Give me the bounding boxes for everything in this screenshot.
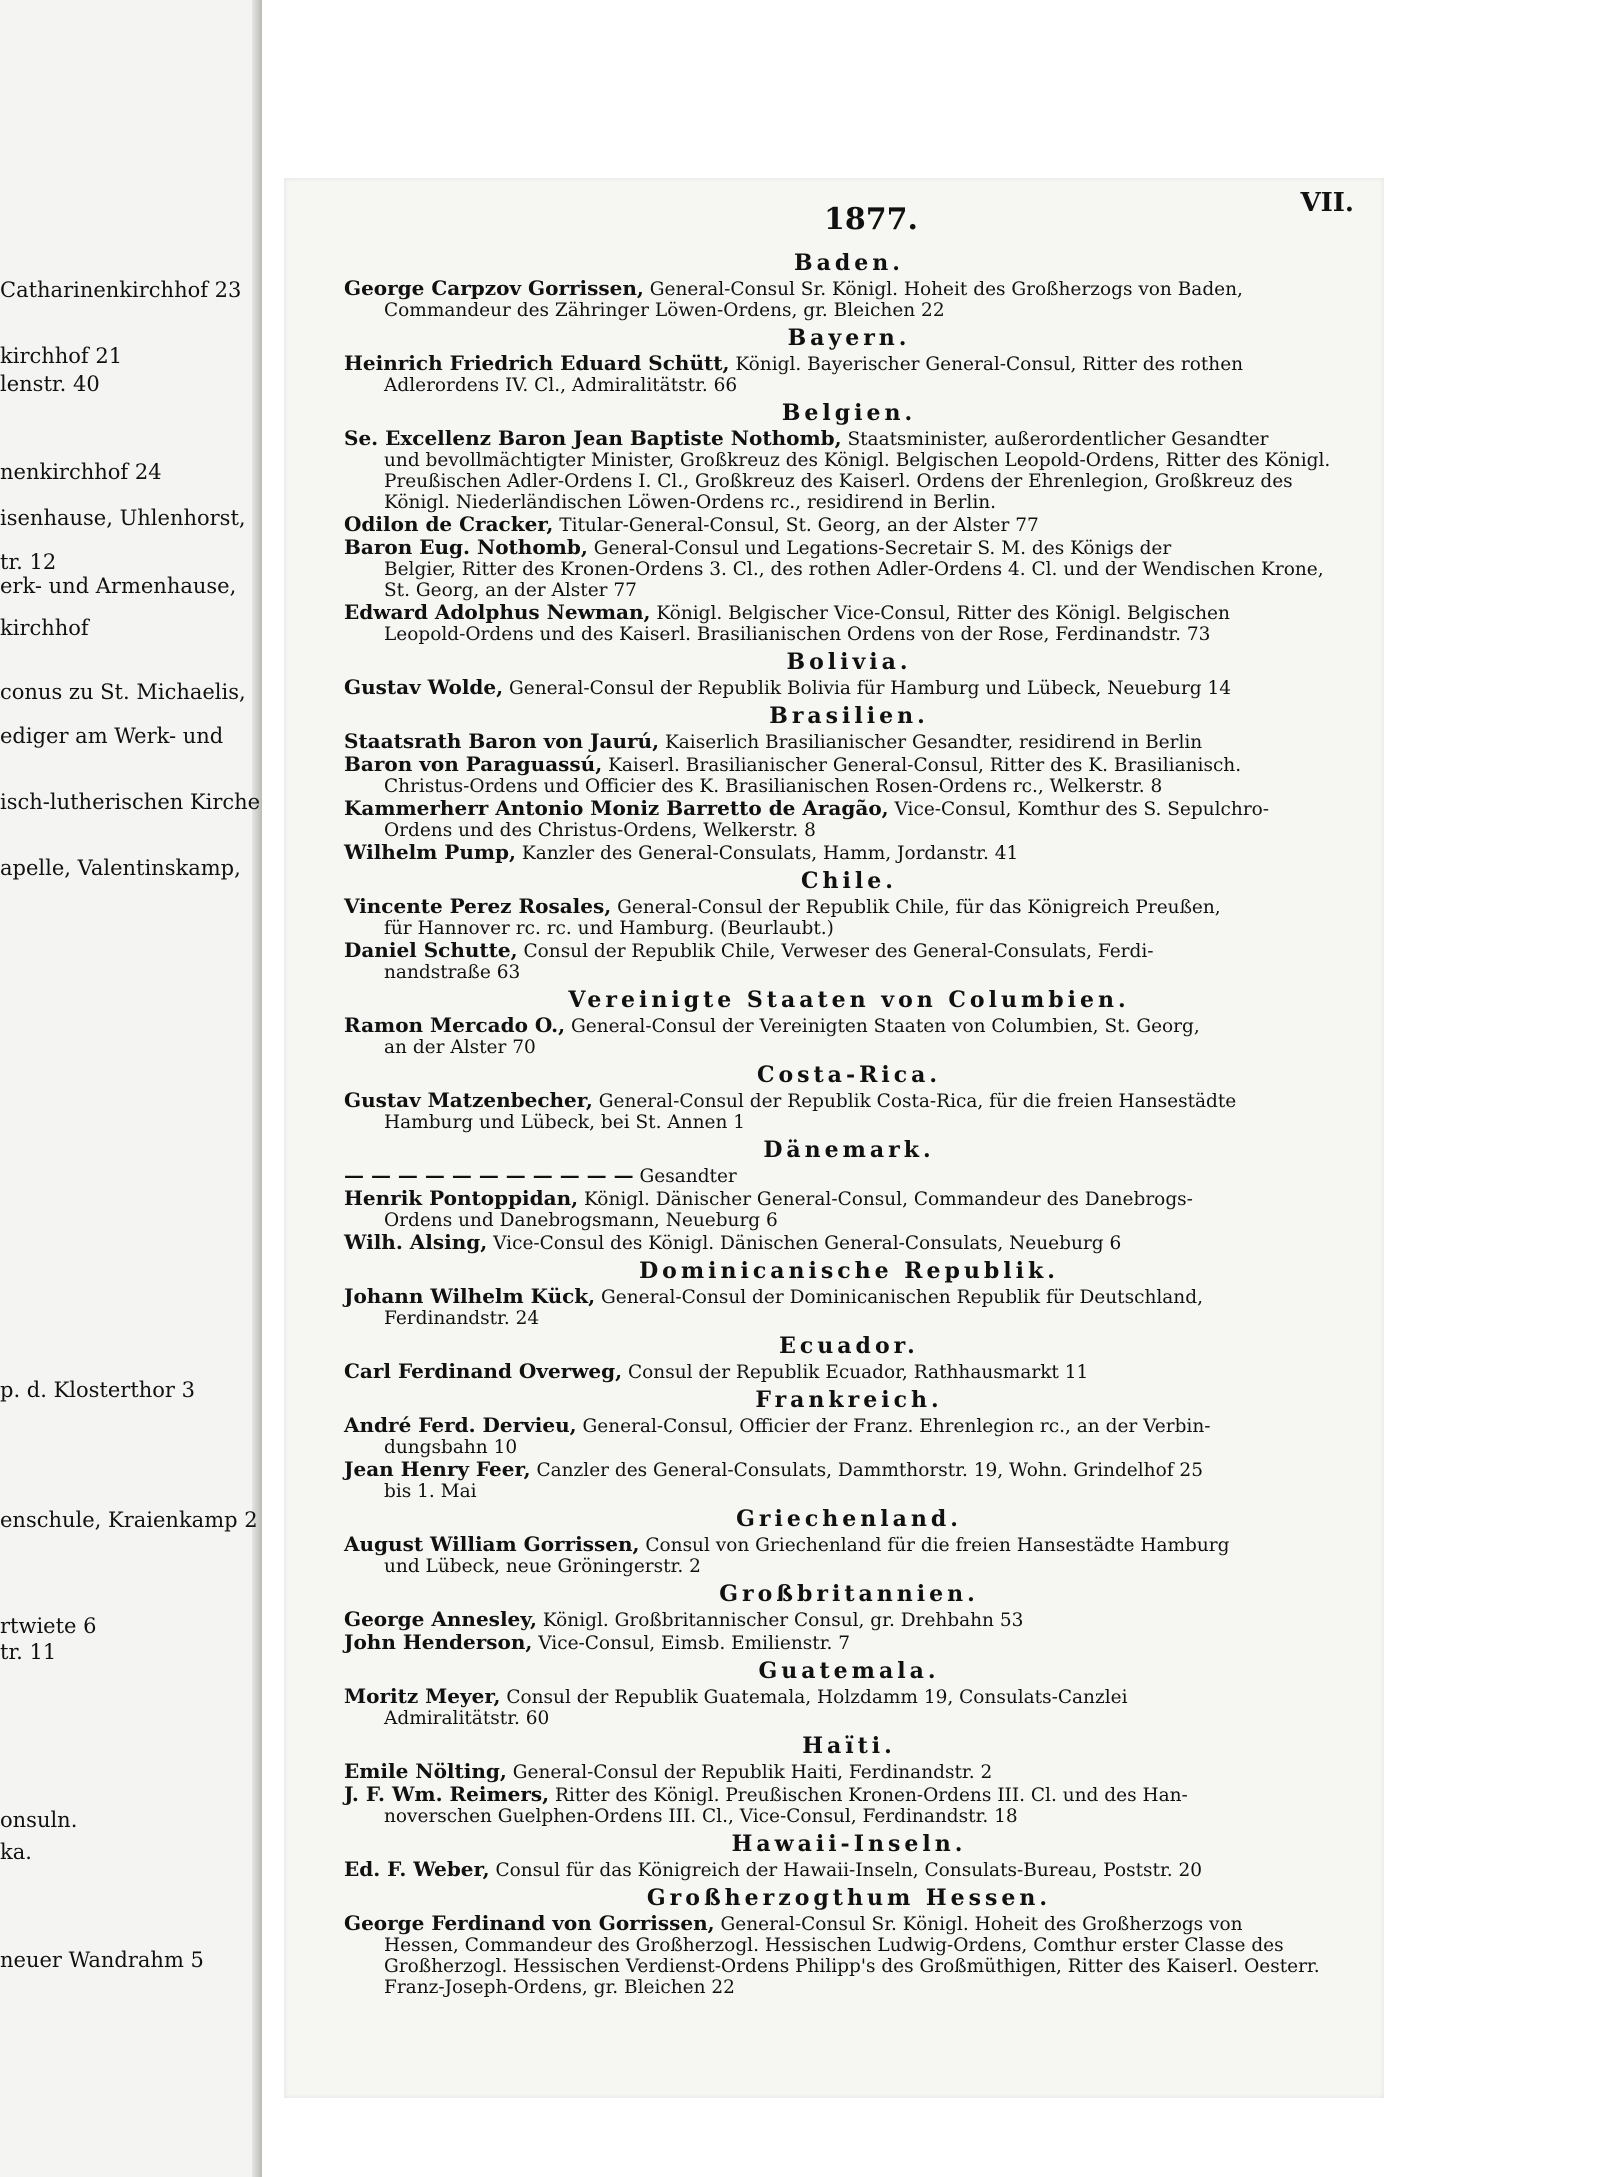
consul-details: Kanzler des General-Consulats, Hamm, Jordanstr. 41	[521, 843, 1019, 864]
consul-entry	[344, 514, 1354, 536]
consul-details: Ritter des Königl. Preußischen Kronen-Ordens III. Cl. und des Han-	[554, 1785, 1188, 1806]
consul-entry	[344, 1913, 1354, 1998]
consul-details: Königl. Belgischer Vice-Consul, Ritter des Königl. Belgischen	[656, 603, 1230, 624]
consul-details-continued: Admiralitätstr. 60	[384, 1708, 550, 1729]
consul-name: George Ferdinand von Gorrissen,	[344, 1911, 715, 1935]
consul-name: Daniel Schutte,	[344, 938, 518, 962]
consul-name: Baron Eug. Nothomb,	[344, 535, 588, 559]
consul-entry	[344, 1609, 1354, 1631]
consul-name: Kammerherr Antonio Moniz Barretto de Aragão,	[344, 796, 889, 820]
consul-entry	[344, 1361, 1354, 1383]
consul-entry	[344, 731, 1354, 753]
consul-details-continued: Ordens und des Christus-Ordens, Welkerstr. 8	[384, 820, 816, 841]
consul-entry	[344, 1015, 1354, 1058]
left-page-line: ka.	[0, 1840, 32, 1864]
country-heading: Baden.	[794, 250, 904, 276]
consul-entry	[344, 278, 1354, 321]
country-heading: Dominicanische Republik.	[639, 1258, 1059, 1284]
consul-details: Canzler des General-Consulats, Dammthorstr. 19, Wohn. Grindelhof 25	[536, 1460, 1203, 1481]
consul-details: Consul der Republik Chile, Verweser des General-Consulats, Ferdi-	[523, 941, 1154, 962]
country-heading: Vereinigte Staaten von Columbien.	[568, 987, 1130, 1013]
consul-name: Edward Adolphus Newman,	[344, 600, 651, 624]
country-heading: Frankreich.	[755, 1387, 943, 1413]
consul-details: Vice-Consul des Königl. Dänischen General-Consulats, Neueburg 6	[493, 1233, 1122, 1254]
right-page	[284, 178, 1384, 2098]
consul-name: Odilon de Cracker,	[344, 512, 554, 536]
consul-name: Gustav Wolde,	[344, 675, 504, 699]
country-heading: Dänemark.	[763, 1137, 935, 1163]
consul-details: General-Consul der Republik Bolivia für Hamburg und Lübeck, Neueburg 14	[509, 678, 1232, 699]
left-page-line: Catharinenkirchhof 23	[0, 278, 242, 302]
consul-entry	[344, 537, 1354, 601]
consul-entry	[344, 602, 1354, 645]
consul-details: General-Consul, Officier der Franz. Ehrenlegion rc., an der Verbin-	[582, 1416, 1211, 1437]
consul-entry	[344, 1632, 1354, 1654]
country-heading: Bayern.	[787, 325, 911, 351]
left-page-line: lenstr. 40	[0, 372, 100, 396]
left-page-line: neuer Wandrahm 5	[0, 1948, 204, 1972]
consul-details: Königl. Großbritannischer Consul, gr. Drehbahn 53	[542, 1610, 1024, 1631]
consul-details: Consul der Republik Guatemala, Holzdamm 19, Consulats-Canzlei	[506, 1687, 1128, 1708]
consul-name: Se. Excellenz Baron Jean Baptiste Nothomb,	[344, 426, 842, 450]
consul-details: General-Consul Sr. Königl. Hoheit des Großherzogs von	[720, 1914, 1243, 1935]
consul-details-continued: dungsbahn 10	[384, 1437, 518, 1458]
consul-entry	[344, 896, 1354, 939]
consul-details-continued: Ordens und Danebrogsmann, Neueburg 6	[384, 1210, 778, 1231]
consul-details-continued: Ferdinandstr. 24	[384, 1308, 540, 1329]
country-heading: Großherzogthum Hessen.	[646, 1885, 1052, 1911]
left-page-line: rtwiete 6	[0, 1614, 97, 1638]
consul-entry	[344, 353, 1354, 396]
country-heading: Griechenland.	[736, 1506, 962, 1532]
consul-entry	[344, 1232, 1354, 1254]
left-page-line: kirchhof 21	[0, 344, 123, 368]
consul-details-continued: Belgier, Ritter des Kronen-Ordens 3. Cl., des rothen Adler-Ordens 4. Cl. und der Wendischen Krone, St. Georg, an der Alster 77	[384, 559, 1324, 601]
consul-name: August William Gorrissen,	[344, 1532, 640, 1556]
consul-details: General-Consul und Legations-Secretair S. M. des Königs der	[593, 538, 1172, 559]
consul-name: Ramon Mercado O.,	[344, 1013, 566, 1037]
country-heading: Costa-Rica.	[756, 1062, 942, 1088]
consul-entry	[344, 842, 1354, 864]
consul-name: — — — — — — — — — — —	[344, 1163, 634, 1187]
consul-name: Henrik Pontoppidan,	[344, 1186, 579, 1210]
country-heading: Großbritannien.	[719, 1581, 979, 1607]
consul-details: Gesandter	[639, 1166, 737, 1187]
consul-details-continued: Adlerordens IV. Cl., Admiralitätstr. 66	[384, 375, 738, 396]
consul-directory	[344, 246, 1354, 1999]
consul-details: General-Consul Sr. Königl. Hoheit des Großherzogs von Baden,	[649, 279, 1243, 300]
consul-name: Ed. F. Weber,	[344, 1857, 490, 1881]
left-page-line: onsuln.	[0, 1808, 78, 1832]
consul-entry	[344, 1188, 1354, 1231]
consul-details-continued: Leopold-Ordens und des Kaiserl. Brasilianischen Ordens von der Rose, Ferdinandstr. 73	[384, 624, 1211, 645]
page-number: VII.	[1300, 188, 1354, 218]
left-page-line: isenhause, Uhlenhorst,	[0, 506, 246, 530]
consul-details: Consul für das Königreich der Hawaii-Inseln, Consulats-Bureau, Poststr. 20	[495, 1860, 1203, 1881]
consul-details-continued: Commandeur des Zähringer Löwen-Ordens, gr. Bleichen 22	[384, 300, 945, 321]
consul-name: George Annesley,	[344, 1607, 537, 1631]
left-page-line: kirchhof	[0, 616, 89, 640]
left-page-line: p. d. Klosterthor 3	[0, 1378, 195, 1402]
page-gutter	[252, 0, 262, 2177]
country-heading: Ecuador.	[779, 1333, 919, 1359]
consul-name: Wilhelm Pump,	[344, 840, 516, 864]
consul-name: Baron von Paraguassú,	[344, 752, 603, 776]
consul-details: Staatsminister, außerordentlicher Gesandter	[847, 429, 1269, 450]
consul-entry	[344, 1686, 1354, 1729]
consul-details-continued: Hamburg und Lübeck, bei St. Annen 1	[384, 1112, 746, 1133]
consul-details: General-Consul der Dominicanischen Republik für Deutschland,	[601, 1287, 1203, 1308]
consul-details: Vice-Consul, Eimsb. Emilienstr. 7	[538, 1633, 851, 1654]
consul-entry	[344, 754, 1354, 797]
consul-entry	[344, 1459, 1354, 1502]
consul-details: Kaiserl. Brasilianischer General-Consul, Ritter des K. Brasilianisch.	[608, 755, 1242, 776]
consul-name: J. F. Wm. Reimers,	[344, 1782, 550, 1806]
consul-details: Consul der Republik Ecuador, Rathhausmarkt 11	[628, 1362, 1089, 1383]
consul-name: Gustav Matzenbecher,	[344, 1088, 593, 1112]
consul-entry	[344, 1165, 1354, 1187]
consul-details: Königl. Bayerischer General-Consul, Ritter des rothen	[735, 354, 1244, 375]
consul-name: Vincente Perez Rosales,	[344, 894, 612, 918]
consul-entry	[344, 428, 1354, 513]
consul-details: General-Consul der Republik Chile, für das Königreich Preußen,	[617, 897, 1221, 918]
consul-name: Carl Ferdinand Overweg,	[344, 1359, 623, 1383]
consul-name: John Henderson,	[344, 1630, 533, 1654]
consul-entry	[344, 1415, 1354, 1458]
consul-name: Staatsrath Baron von Jaurú,	[344, 729, 660, 753]
left-page-line: isch-lutherischen Kirche	[0, 790, 261, 814]
consul-name: Jean Henry Feer,	[344, 1457, 531, 1481]
consul-entry	[344, 1784, 1354, 1827]
left-page-line: conus zu St. Michaelis,	[0, 680, 246, 704]
consul-details: General-Consul der Vereinigten Staaten von Columbien, St. Georg,	[570, 1016, 1200, 1037]
consul-name: Heinrich Friedrich Eduard Schütt,	[344, 351, 730, 375]
consul-details-continued: bis 1. Mai	[384, 1481, 477, 1502]
country-heading: Belgien.	[781, 400, 917, 426]
consul-details: Königl. Dänischer General-Consul, Commandeur des Danebrogs-	[583, 1189, 1193, 1210]
consul-entry	[344, 1534, 1354, 1577]
consul-entry	[344, 940, 1354, 983]
consul-details-continued: und bevollmächtigter Minister, Großkreuz des Königl. Belgischen Leopold-Ordens, Ritter des Königl. Preußischen Adler-Ordens I. Cl., Großkreuz des Kaiserl. Ordens der Ehrenlegion, Großkreuz des Königl. Niederländischen Löwen-Ordens rc., residirend in Berlin.	[384, 450, 1331, 513]
left-page-line: ediger am Werk- und	[0, 724, 224, 748]
consul-entry	[344, 1090, 1354, 1133]
consul-details-continued: für Hannover rc. rc. und Hamburg. (Beurlaubt.)	[384, 918, 834, 939]
consul-name: Johann Wilhelm Kück,	[344, 1284, 596, 1308]
consul-entry	[344, 1859, 1354, 1881]
page-year: 1877.	[824, 202, 918, 237]
consul-name: George Carpzov Gorrissen,	[344, 276, 644, 300]
consul-details-continued: und Lübeck, neue Gröningerstr. 2	[384, 1556, 701, 1577]
country-heading: Hawaii-Inseln.	[731, 1831, 967, 1857]
country-heading: Brasilien.	[769, 703, 929, 729]
country-heading: Bolivia.	[786, 649, 912, 675]
country-heading: Haïti.	[802, 1733, 896, 1759]
country-heading: Chile.	[801, 868, 897, 894]
consul-details: Titular-General-Consul, St. Georg, an der Alster 77	[559, 515, 1039, 536]
left-page-line: tr. 11	[0, 1640, 57, 1664]
consul-name: André Ferd. Dervieu,	[344, 1413, 577, 1437]
consul-details: Kaiserlich Brasilianischer Gesandter, residirend in Berlin	[664, 732, 1203, 753]
consul-name: Moritz Meyer,	[344, 1684, 501, 1708]
consul-name: Wilh. Alsing,	[344, 1230, 488, 1254]
page-gap	[262, 0, 284, 2177]
consul-details: Consul von Griechenland für die freien Hansestädte Hamburg	[645, 1535, 1230, 1556]
left-page-line: apelle, Valentinskamp,	[0, 856, 241, 880]
consul-details: Vice-Consul, Komthur des S. Sepulchro-	[894, 799, 1270, 820]
left-page-line: enschule, Kraienkamp 2	[0, 1508, 258, 1532]
consul-details-continued: Christus-Ordens und Officier des K. Brasilianischen Rosen-Ordens rc., Welkerstr. 8	[384, 776, 1163, 797]
consul-details: General-Consul der Republik Haiti, Ferdinandstr. 2	[512, 1762, 993, 1783]
consul-entry	[344, 1286, 1354, 1329]
left-page	[0, 0, 262, 2177]
consul-details-continued: noverschen Guelphen-Ordens III. Cl., Vice-Consul, Ferdinandstr. 18	[384, 1806, 1018, 1827]
consul-entry	[344, 1761, 1354, 1783]
country-heading: Guatemala.	[758, 1658, 940, 1684]
left-page-line: tr. 12	[0, 550, 57, 574]
left-page-line: erk- und Armenhause,	[0, 574, 237, 598]
consul-details-continued: an der Alster 70	[384, 1037, 536, 1058]
consul-details-continued: nandstraße 63	[384, 962, 521, 983]
consul-entry	[344, 798, 1354, 841]
consul-details: General-Consul der Republik Costa-Rica, für die freien Hansestädte	[598, 1091, 1237, 1112]
consul-name: Emile Nölting,	[344, 1759, 507, 1783]
consul-details-continued: Hessen, Commandeur des Großherzogl. Hessischen Ludwig-Ordens, Comthur erster Classe des Großherzogl. Hessischen Verdienst-Ordens Philipp's des Großmüthigen, Ritter des Kaiserl. Oesterr. Franz-Joseph-Ordens, gr. Bleichen 22	[384, 1935, 1320, 1998]
left-page-line: nenkirchhof 24	[0, 460, 162, 484]
consul-entry	[344, 677, 1354, 699]
